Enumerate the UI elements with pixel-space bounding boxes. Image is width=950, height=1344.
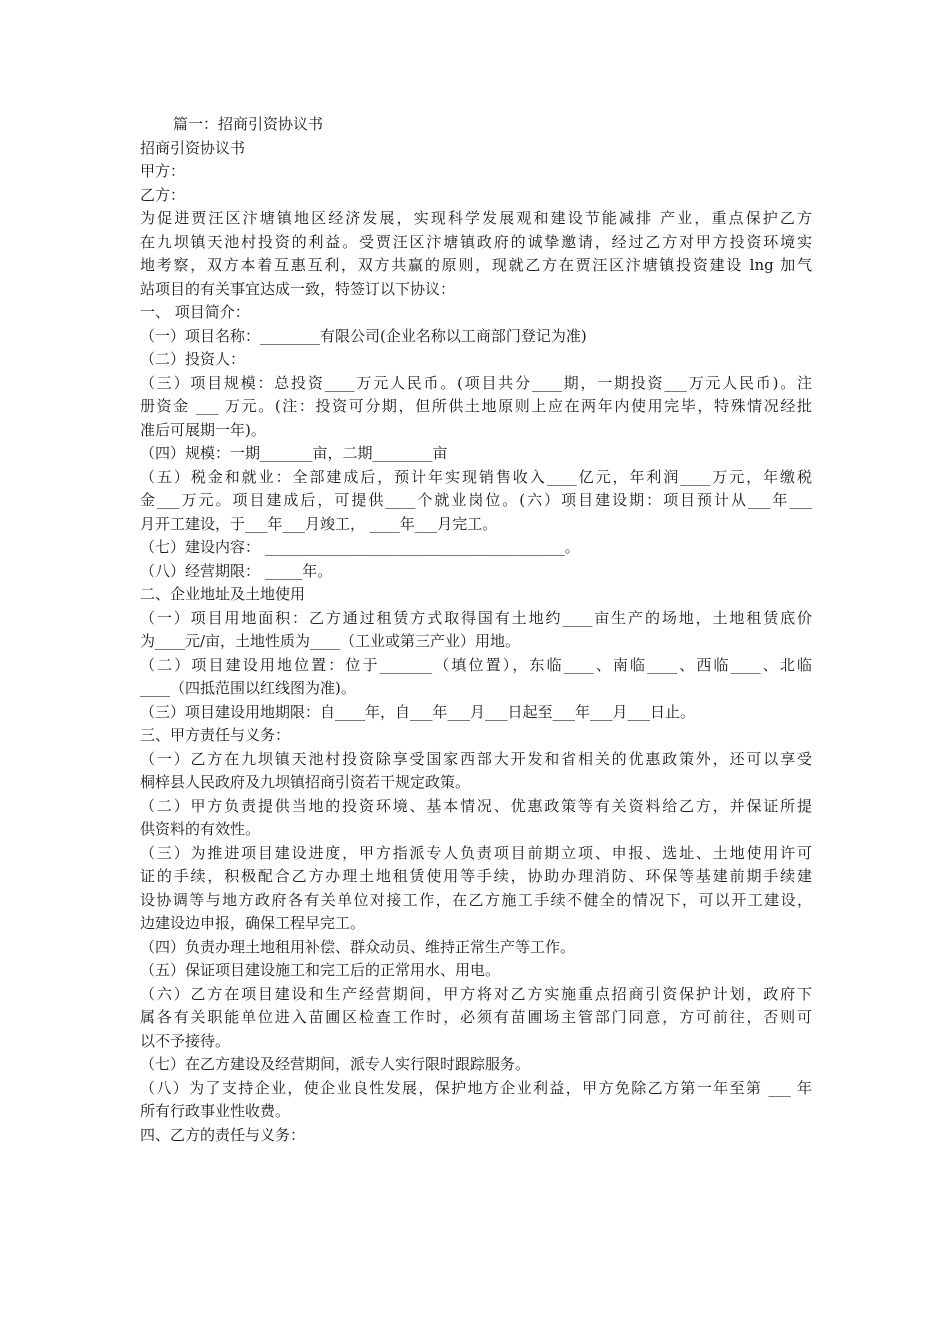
clause-line: （二）甲方负责提供当地的投资环境、基本情况、优惠政策等有关资料给乙方，并保证所提 [140, 796, 812, 815]
doc-title: 招商引资协议书 [140, 138, 246, 157]
preamble-line: 为促进贾汪区汴塘镇地区经济发展，实现科学发展观和建设节能减排 产业，重点保护乙方 [140, 209, 812, 227]
section-heading: 二、企业地址及土地使用 [140, 585, 306, 603]
clause-line: 桐梓县人民政府及九坝镇招商引资若干规定政策。 [140, 773, 471, 791]
clause-line: （八）为了支持企业，使企业良性发展，保护地方企业利益，甲方免除乙方第一年至第 ___ 年 [140, 1078, 812, 1097]
clause-line: （五）税金和就业：全部建成后，预计年实现销售收入____亿元，年利润____万元，年缴税 [140, 467, 812, 486]
clause-line: 属各有关职能单位进入苗圃区检查工作时，必须有苗圃场主管部门同意，方可前往，否则可 [140, 1008, 812, 1026]
clause-line: 设协调等与地方政府各有关单位对接工作，在乙方施工手续不健全的情况下，可以开工建设， [140, 890, 812, 909]
clause-line: 供资料的有效性。 [140, 820, 261, 838]
clause-line: （一）项目用地面积：乙方通过租赁方式取得国有土地约____亩生产的场地，土地租赁底价 [140, 608, 812, 627]
clause-line: （五）保证项目建设施工和完工后的正常用水、用电。 [140, 961, 501, 979]
clause-line: （三）项目建设用地期限：自____年，自___年___月___日起至___年___月___日止。 [140, 702, 696, 721]
clause-line: 所有行政事业性收费。 [140, 1102, 291, 1120]
clause-line: 准后可展期一年)。 [140, 420, 266, 439]
preamble-line: 站项目的有关事宜达成一致，特签订以下协议： [140, 279, 456, 298]
section-heading: 三、甲方责任与义务： [140, 726, 291, 744]
clause-line: 为____元/亩，土地性质为____（工业或第三产业）用地。 [140, 632, 521, 650]
clause-line: （四）规模：一期_______亩，二期________亩 [140, 444, 448, 462]
clause-line: ____（四抵范围以红线图为准)。 [140, 679, 356, 697]
clause-line: 金___万元。项目建成后，可提供____个就业岗位。(六）项目建设期：项目预计从___年___ [140, 491, 812, 509]
preamble-line: 地考察，双方本着互惠互利，双方共赢的原则，现就乙方在贾汪区汴塘镇投资建设 lng 加气 [140, 256, 812, 274]
clause-line: 以不予接待。 [140, 1031, 231, 1050]
clause-line: （七）建设内容： ________________________________________。 [140, 538, 580, 556]
clause-line: 月开工建设，于___年___月竣工， ____年___月完工。 [140, 514, 498, 533]
clause-line: （二）项目建设用地位置：位于_______（填位置），东临____、南临____、西临____、北临 [140, 655, 812, 674]
clause-line: （三）项目规模：总投资____万元人民币。(项目共分____期，一期投资___万元人民币)。注 [140, 373, 812, 392]
clause-line: （八）经营期限： _____年。 [140, 561, 333, 580]
clause-line: （一）乙方在九坝镇天池村投资除享受国家西部大开发和省相关的优惠政策外，还可以享受 [140, 749, 812, 768]
clause-line: 册资金 ___ 万元。(注：投资可分期，但所供土地原则上应在两年内使用完毕，特殊情况经批 [140, 397, 812, 415]
preamble-line: 在九坝镇天池村投资的利益。受贾汪区汴塘镇政府的诚挚邀请，经过乙方对甲方投资环境实 [140, 232, 812, 251]
clause-line: （七）在乙方建设及经营期间，派专人实行限时跟踪服务。 [140, 1055, 531, 1073]
clause-line: （二）投资人： [140, 350, 246, 368]
clause-line: （一）项目名称：________有限公司(企业名称以工商部门登记为准) [140, 326, 587, 345]
section-heading: 四、乙方的责任与义务： [140, 1125, 306, 1144]
clause-line: （四）负责办理土地租用补偿、群众动员、维持正常生产等工作。 [140, 937, 576, 956]
section-heading: 一、 项目简介： [140, 303, 250, 321]
party-a-line: 甲方： [140, 162, 186, 180]
clause-line: （六）乙方在项目建设和生产经营期间，甲方将对乙方实施重点招商引资保护计划，政府下 [140, 984, 812, 1003]
party-b-line: 乙方： [140, 185, 186, 204]
document-page [140, 113, 812, 1147]
clause-line: 边建设边申报，确保工程早完工。 [140, 914, 366, 932]
clause-line: （三）为推进项目建设进度，甲方指派专人负责项目前期立项、申报、选址、土地使用许可 [140, 843, 812, 862]
clause-line: 证的手续，积极配合乙方办理土地租赁使用等手续，协助办理消防、环保等基建前期手续建 [140, 867, 812, 885]
doc-heading-part-one: 篇一：招商引资协议书 [173, 115, 324, 133]
